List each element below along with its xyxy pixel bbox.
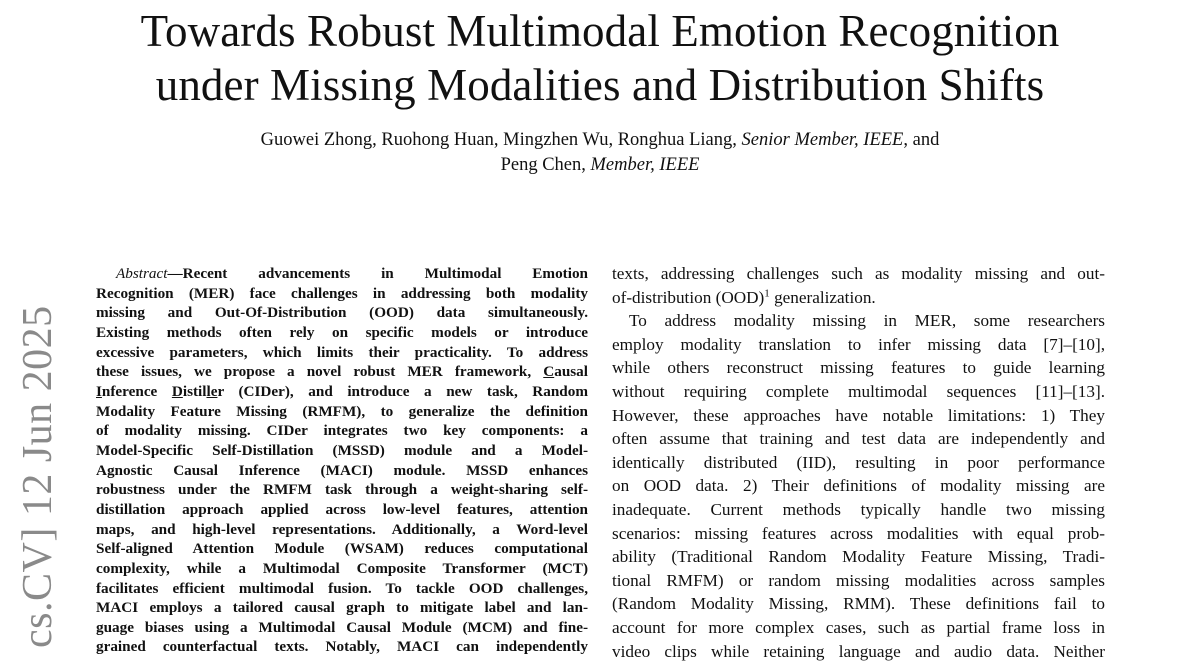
body-line: texts, addressing challenges such as modality missing and out- [612, 262, 1105, 286]
abstract-line: robustness under the RMFM task through a weight-sharing self- [96, 480, 588, 500]
body-line: identically distributed (IID), resulting in poor performance [612, 451, 1105, 475]
author-line-tail: , and [903, 130, 939, 150]
abstract-line: maps, and high-level representations. Additionally, a Word-level [96, 520, 588, 540]
abstract-line: of modality missing. CIDer integrates two key components: a [96, 421, 588, 441]
author-role-member: Member, IEEE [591, 155, 700, 175]
author-names: Guowei Zhong, Ruohong Huan, Mingzhen Wu, Ronghua Liang, [261, 130, 737, 150]
abstract-line: Inference Distiller (CIDer), and introduce a new task, Random [96, 382, 588, 402]
body-line: often assume that training and test data are independently and [612, 427, 1105, 451]
paper-title [0, 4, 1200, 112]
abstract-line: Abstract—Recent advancements in Multimodal Emotion [96, 264, 588, 284]
abstract [96, 264, 588, 657]
abstract-line: grained counterfactual texts. Notably, MACI can independently [96, 637, 588, 657]
abstract-line: these issues, we propose a novel robust MER framework, Causal [96, 362, 588, 382]
body-line: of-distribution (OOD)$^1$ generalization. [612, 286, 1105, 310]
body-line: video clips while retaining language and audio data. Neither [612, 640, 1105, 663]
body-line: tional RMFM) or random missing modalities across samples [612, 569, 1105, 593]
author-name-last: Peng Chen, [501, 155, 586, 175]
author-line-2 [0, 153, 1200, 178]
body-line: employ modality translation to infer missing data [7]–[10], [612, 333, 1105, 357]
abstract-line: excessive parameters, which limits their practicality. To address [96, 343, 588, 363]
abstract-line: Existing methods often rely on specific models or introduce [96, 323, 588, 343]
body-line: ability (Traditional Random Modality Feature Missing, Tradi- [612, 545, 1105, 569]
abstract-label: Abstract [116, 265, 167, 282]
abstract-line: Modality Feature Missing (RMFM), to generalize the definition [96, 402, 588, 422]
intro-body-text [612, 262, 1105, 663]
body-line: To address modality missing in MER, some researchers [612, 309, 1105, 333]
author-line-1 [0, 128, 1200, 153]
author-role-senior: Senior Member, IEEE [742, 130, 904, 150]
title-line-2: under Missing Modalities and Distribution Shifts [0, 58, 1200, 112]
arxiv-side-stamp: cs.CV] 12 Jun 2025 [13, 228, 63, 648]
abstract-line: MACI employs a tailored causal graph to mitigate label and lan- [96, 598, 588, 618]
author-list [0, 128, 1200, 178]
footnote-mark: 1 [764, 287, 770, 299]
body-line: on OOD data. 2) Their definitions of modality missing are [612, 474, 1105, 498]
body-line: inadequate. Current methods typically handle two missing [612, 498, 1105, 522]
abstract-line: Self-aligned Attention Module (WSAM) reduces computational [96, 539, 588, 559]
abstract-line: Model-Specific Self-Distillation (MSSD) module and a Model- [96, 441, 588, 461]
title-line-1: Towards Robust Multimodal Emotion Recognition [0, 4, 1200, 58]
body-line: without requiring complete multimodal sequences [11]–[13]. [612, 380, 1105, 404]
body-line: (Random Modality Missing, RMM). These definitions fail to [612, 592, 1105, 616]
body-line: However, these approaches have notable limitations: 1) They [612, 404, 1105, 428]
abstract-line: guage biases using a Multimodal Causal Module (MCM) and fine- [96, 618, 588, 638]
body-line: account for more complex cases, such as partial frame loss in [612, 616, 1105, 640]
body-line: while others reconstruct missing features to guide learning [612, 356, 1105, 380]
abstract-line: distillation approach applied across low-level features, attention [96, 500, 588, 520]
abstract-line: Recognition (MER) face challenges in addressing both modality [96, 284, 588, 304]
body-line: scenarios: missing features across modalities with equal prob- [612, 522, 1105, 546]
abstract-line: complexity, while a Multimodal Composite Transformer (MCT) [96, 559, 588, 579]
abstract-line: facilitates efficient multimodal fusion. To tackle OOD challenges, [96, 579, 588, 599]
abstract-line: Agnostic Causal Inference (MACI) module. MSSD enhances [96, 461, 588, 481]
abstract-line: missing and Out-Of-Distribution (OOD) data simultaneously. [96, 303, 588, 323]
